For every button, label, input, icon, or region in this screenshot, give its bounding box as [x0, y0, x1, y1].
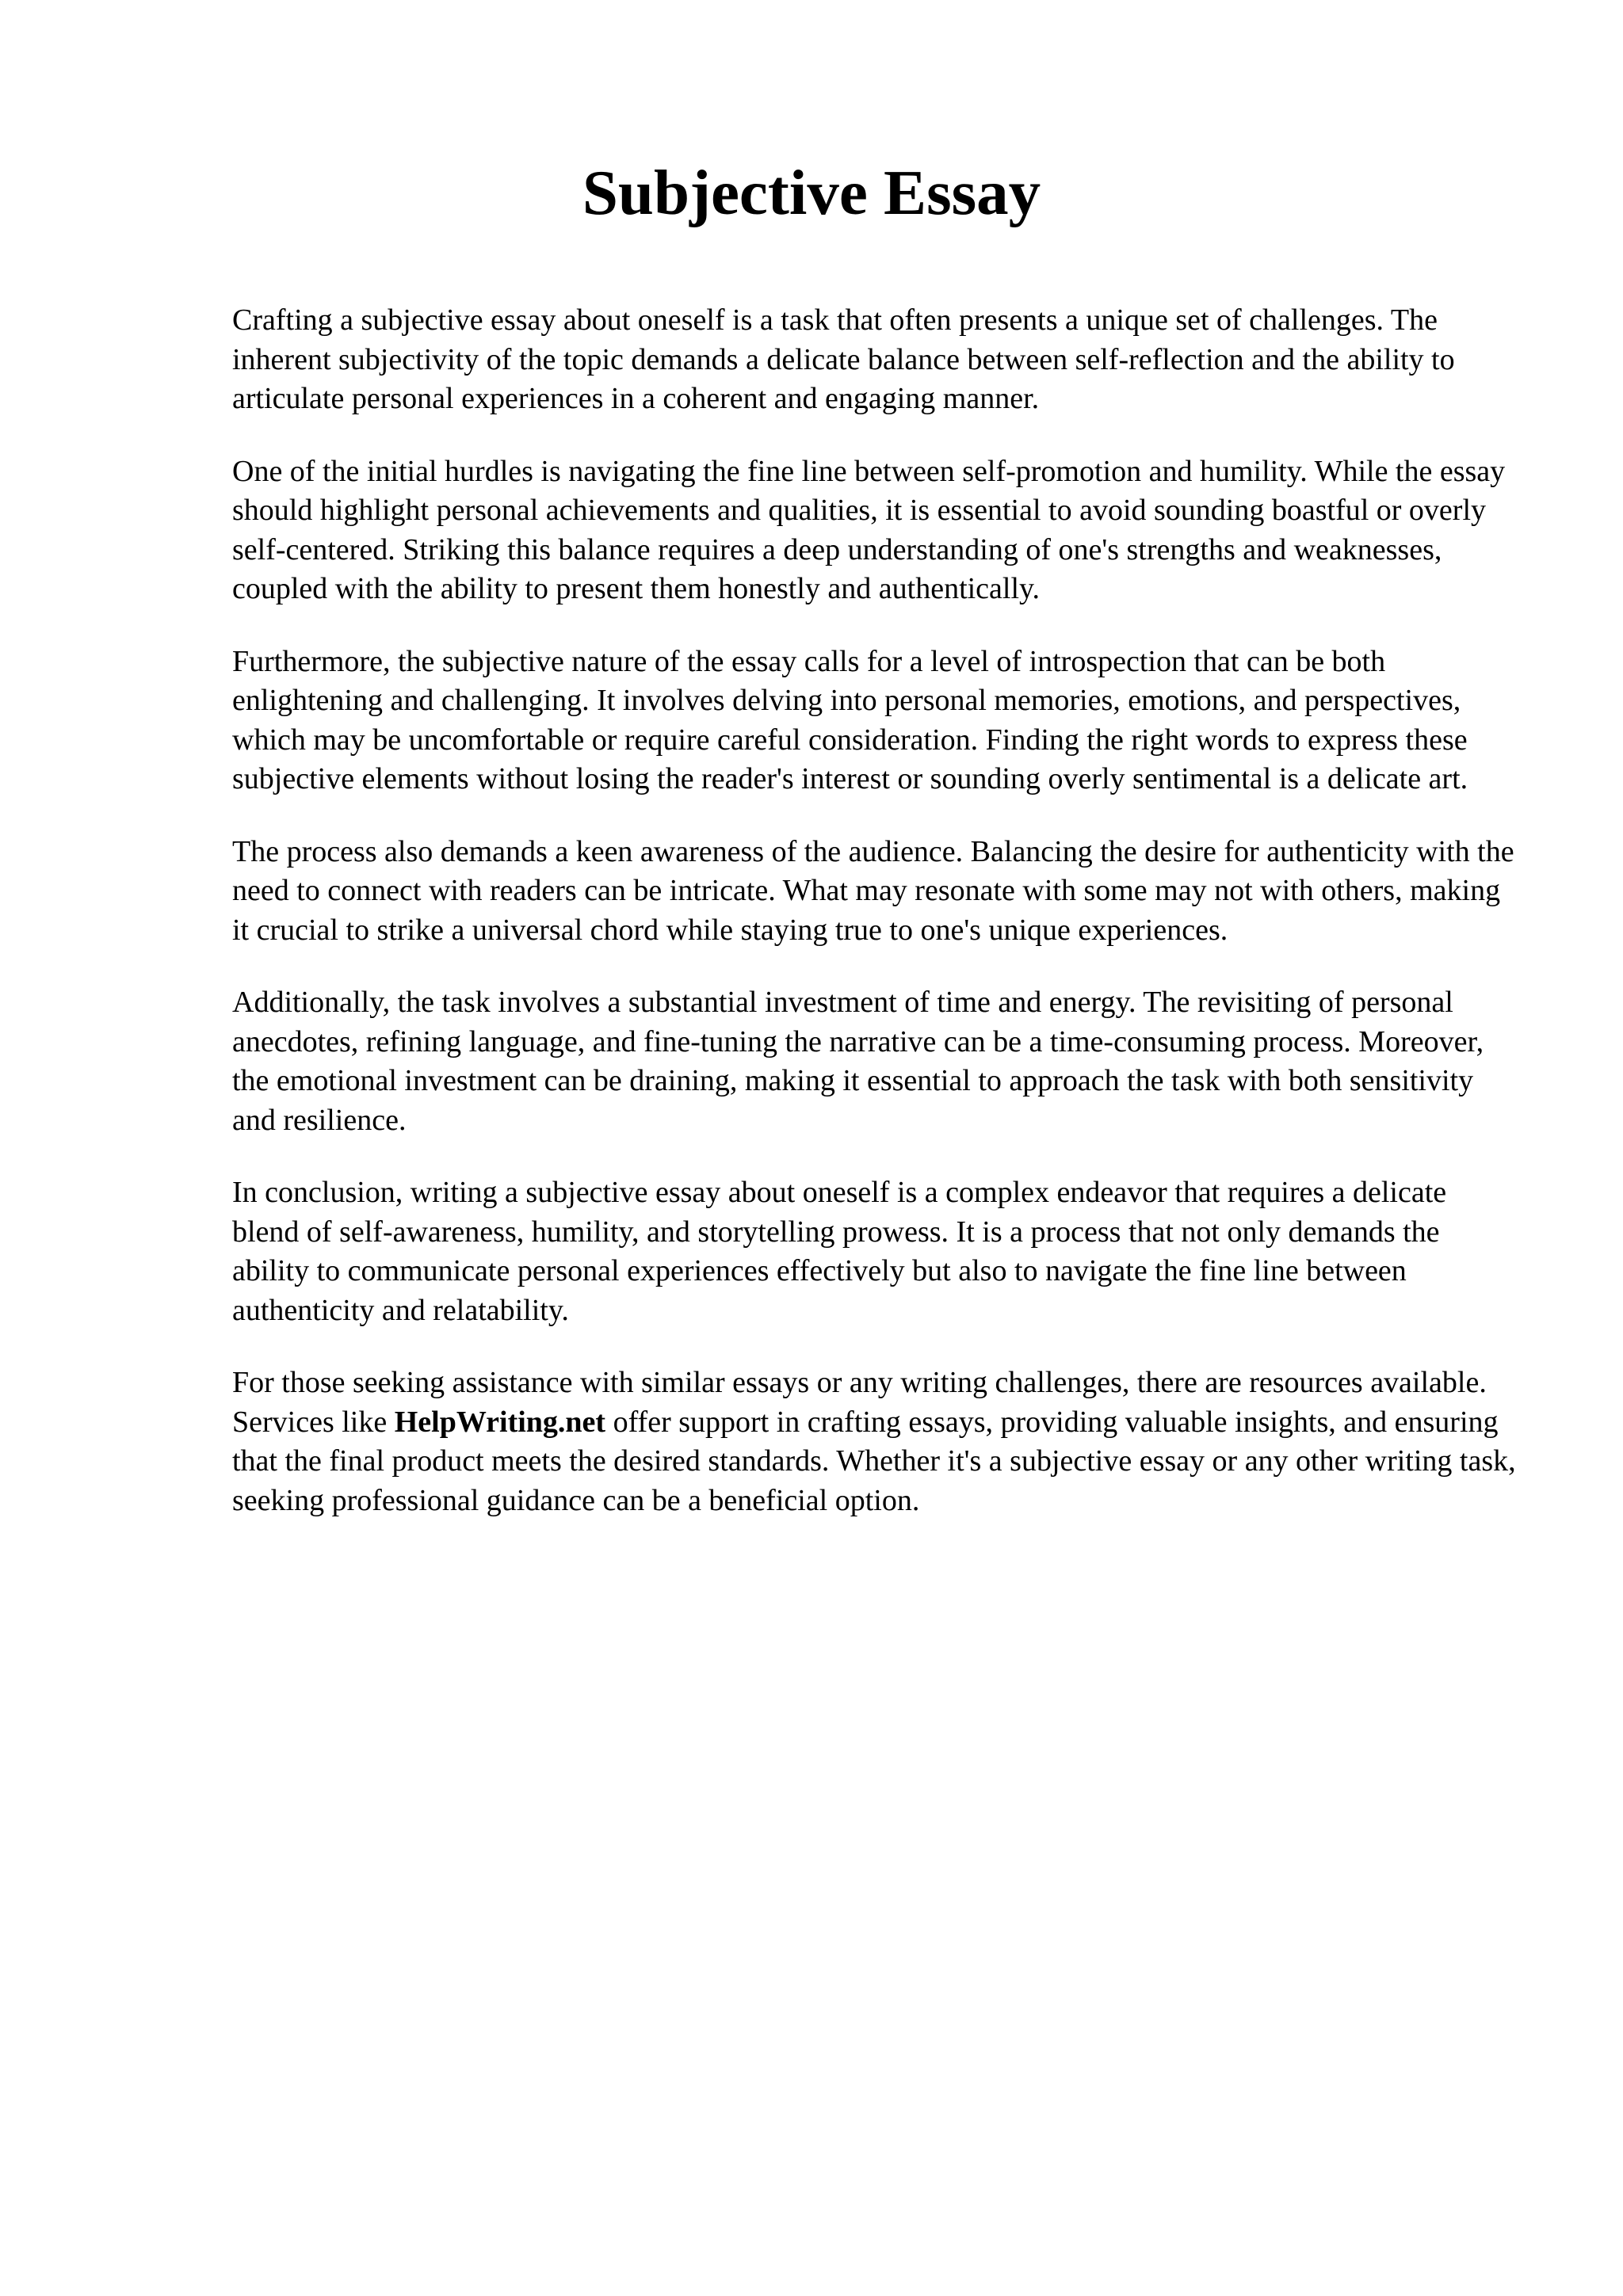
page-title: Subjective Essay	[582, 157, 1041, 228]
paragraph-4: The process also demands a keen awareness of the audience. Balancing the desire for authenticity with the need to connect with readers can be intricate. What may resonate with some may not with others, making it crucial to strike a universal chord while staying true to one's unique experiences.	[232, 834, 1514, 947]
paragraph-7	[232, 1363, 1516, 1520]
paragraph-2: One of the initial hurdles is navigating the fine line between self-promotion and humility. While the essay should highlight personal achievements and qualities, it is essential to avoid sounding boastful or overly self-centered. Striking this balance requires a deep understanding of one's strengths and weaknesses, coupled with the ability to present them honestly and authentically.	[232, 454, 1506, 605]
paragraph-7-text-after: offer support in crafting essays, providing valuable insights, and ensuring that the final product meets the desired standards. Whether it's a subjective essay or any other writing task, seeking professional guidance can be a beneficial option.	[232, 1405, 1516, 1517]
paragraph-1: Crafting a subjective essay about oneself is a task that often presents a unique set of challenges. The inherent subjectivity of the topic demands a delicate balance between self-reflection and the ability to articulate personal experiences in a coherent and engaging manner.	[232, 303, 1455, 415]
paragraph-7-text-before: For those seeking assistance with similar essays or any writing challenges, there are resources available. Services like	[232, 1366, 1487, 1439]
helpwriting-brand-name: HelpWriting.net	[394, 1405, 606, 1439]
paragraph-3: Furthermore, the subjective nature of the essay calls for a level of introspection that can be both enlightening and challenging. It involves delving into personal memories, emotions, and perspectives, which may be uncomfortable or require careful consideration. Finding the right words to express these subjective elements without losing the reader's interest or sounding overly sentimental is a delicate art.	[232, 644, 1468, 795]
paragraph-6: In conclusion, writing a subjective essay about oneself is a complex endeavor that requires a delicate blend of self-awareness, humility, and storytelling prowess. It is a process that not only demands the ability to communicate personal experiences effectively but also to navigate the fine line between authenticity and relatability.	[232, 1176, 1447, 1327]
paragraph-5: Additionally, the task involves a substantial investment of time and energy. The revisiting of personal anecdotes, refining language, and fine-tuning the narrative can be a time-consuming process. Moreover, the emotional investment can be draining, making it essential to approach the task with both sensitivity and resilience.	[232, 986, 1484, 1137]
essay-body	[232, 301, 1516, 1554]
